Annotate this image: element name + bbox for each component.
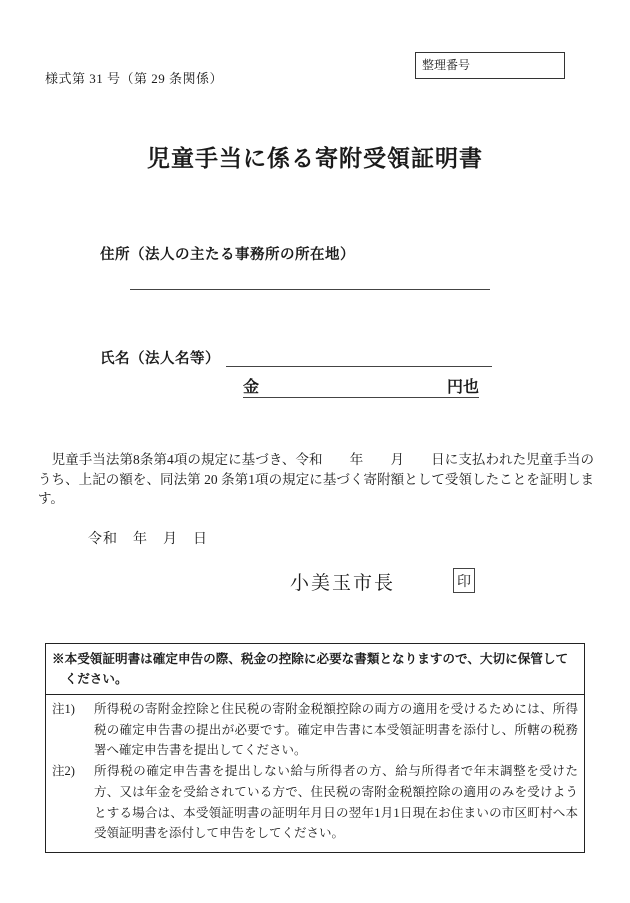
address-fill-in-line [130,262,490,290]
date-line: 令和 年 月 日 [88,532,208,547]
notes-box [45,643,585,853]
reference-number-label: 整理番号 [422,58,471,72]
notes-warning [46,644,584,695]
document-title: 児童手当に係る寄附受領証明書 [147,146,483,171]
note-1-text: 所得税の寄附金控除と住民税の寄附金税額控除の両方の適用を受けるためには、所得税の確定申告書の提出が必要です。確定申告書に本受領証明書を添付し、所轄の税務署へ確定申告書を提出してください。 [94,701,578,758]
amount-prefix: 金 [243,379,260,396]
certification-paragraph: 児童手当法第8条第4項の規定に基づき、令和 年 月 日に支払われた児童手当のうち、上記の額を、同法第 20 条第1項の規定に基づく寄附額として受領したことを証明します。 [38,452,594,507]
name-fill-in-line [226,340,492,367]
note-1-label: 注1) [52,701,75,716]
name-label: 氏名（法人名等） [100,351,220,367]
seal-box [453,568,475,593]
amount-suffix: 円也 [446,379,479,396]
address-label: 住所（法人の主たる事務所の所在地） [100,247,355,263]
reference-number-box [415,52,565,79]
note-2-text: 所得税の確定申告書を提出しない給与所得者の方、給与所得者で年末調整を受けた方、又は年金を受給されている方で、住民税の寄附金税額控除の適用のみを受けようとする場合は、本受領証明書の証明年月日の翌年1月1日現在お住まいの市区町村へ本受領証明書を添付して申告をしてください。 [94,764,578,841]
note-item [52,761,578,844]
form-number: 様式第 31 号（第 29 条関係） [45,71,224,86]
notes-warning-text: ※本受領証明書は確定申告の際、税金の控除に必要な書類となりますので、大切に保管してください。 [52,652,569,687]
issuer-name: 小美玉市長 [290,573,396,594]
note-item [52,699,578,761]
amount-fill-in-line [243,375,479,398]
seal-mark: 印 [457,574,471,590]
notes-list [46,695,584,852]
note-2-label: 注2) [52,764,75,779]
